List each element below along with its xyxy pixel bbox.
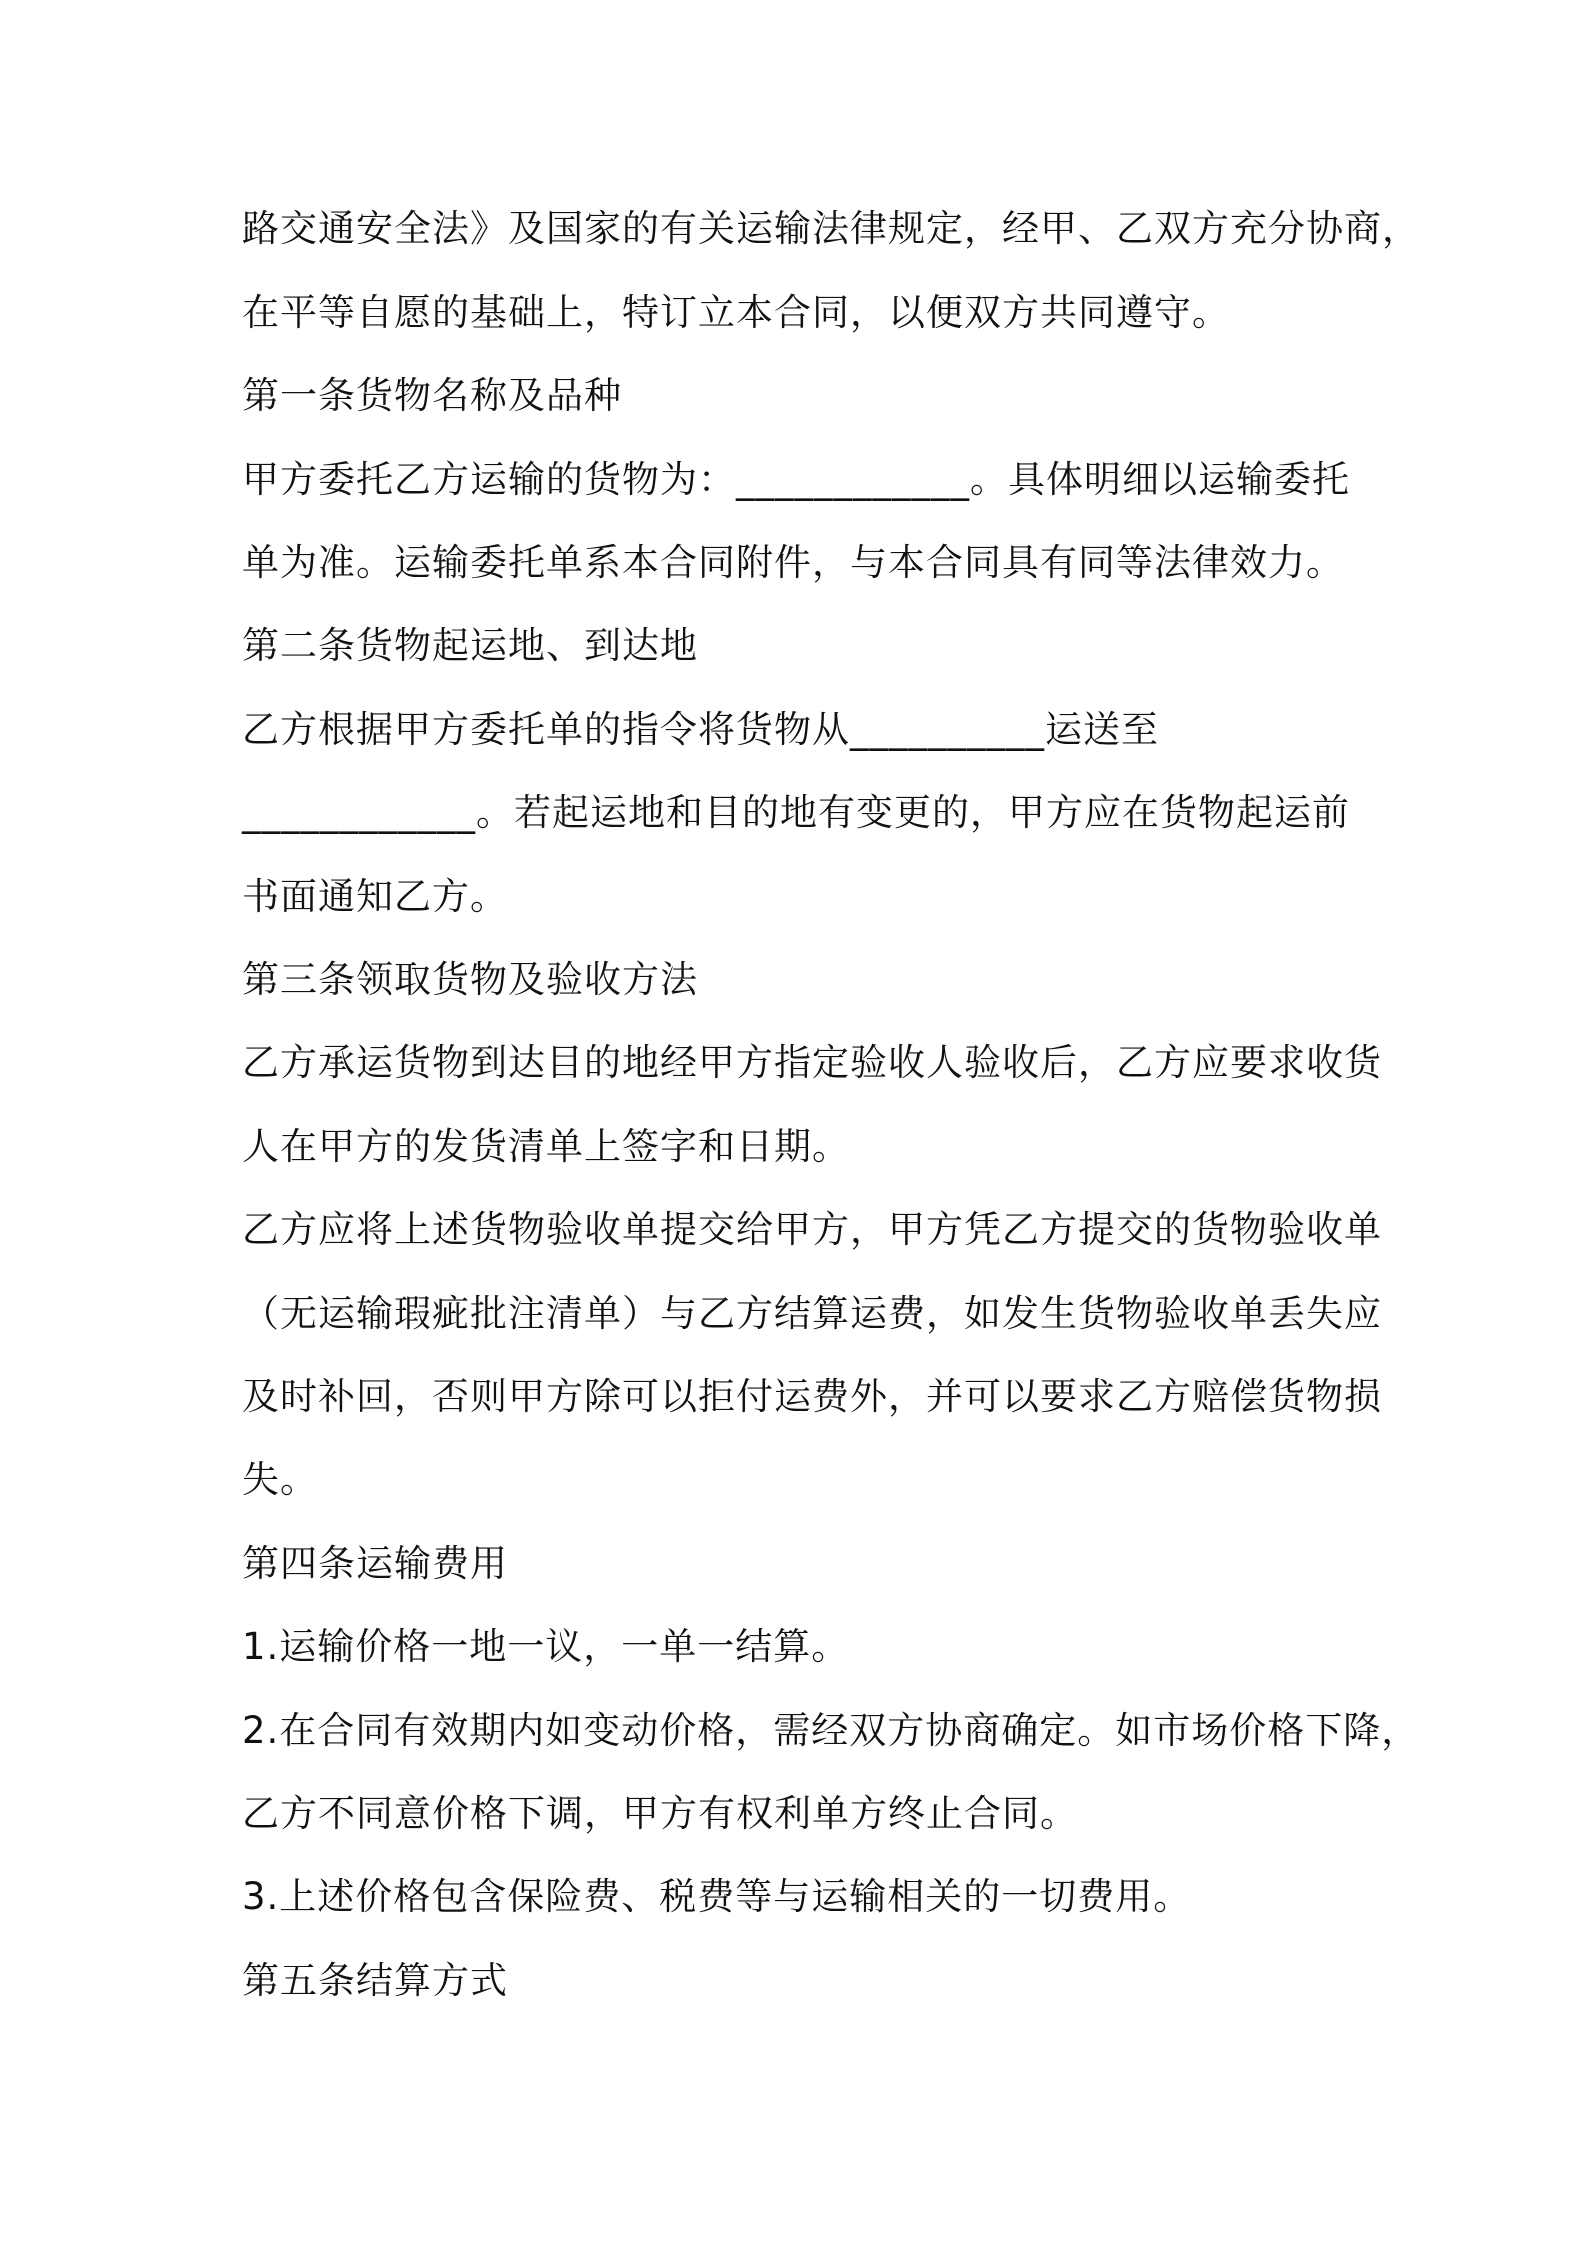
body-line: 失。 [242,1458,318,1501]
body-line: 单为准。运输委托单系本合同附件，与本合同具有同等法律效力。 [242,541,1344,584]
body-line: 2.在合同有效期内如变动价格，需经双方协商确定。如市场价格下降， [242,1709,1420,1752]
section-heading-4: 第四条运输费用 [242,1542,508,1585]
body-line: 1.运输价格一地一议，一单一结算。 [242,1625,850,1668]
body-line: 路交通安全法》及国家的有关运输法律规定，经甲、乙双方充分协商， [242,207,1420,250]
body-line: 3.上述价格包含保险费、税费等与运输相关的一切费用。 [242,1875,1192,1918]
body-line: 乙方不同意价格下调，甲方有权利单方终止合同。 [242,1792,1078,1835]
body-line: 及时补回，否则甲方除可以拒付运费外，并可以要求乙方赔偿货物损 [242,1375,1382,1418]
body-line: 甲方委托乙方运输的货物为：____________。具体明细以运输委托 [242,458,1350,501]
body-line: 人在甲方的发货清单上签字和日期。 [242,1125,850,1168]
body-line: 在平等自愿的基础上，特订立本合同，以便双方共同遵守。 [242,291,1230,334]
section-heading-2: 第二条货物起运地、到达地 [242,624,698,667]
body-line: 乙方承运货物到达目的地经甲方指定验收人验收后，乙方应要求收货 [242,1041,1382,1084]
section-heading-3: 第三条领取货物及验收方法 [242,958,698,1001]
body-line: 书面通知乙方。 [242,875,508,918]
section-heading-5: 第五条结算方式 [242,1959,508,2002]
body-line: （无运输瑕疵批注清单）与乙方结算运费，如发生货物验收单丢失应 [242,1292,1382,1335]
body-line: ____________。若起运地和目的地有变更的，甲方应在货物起运前 [242,791,1350,834]
body-line: 乙方根据甲方委托单的指令将货物从__________运送至 [242,708,1159,751]
body-line: 乙方应将上述货物验收单提交给甲方，甲方凭乙方提交的货物验收单 [242,1208,1382,1251]
section-heading-1: 第一条货物名称及品种 [242,374,622,417]
